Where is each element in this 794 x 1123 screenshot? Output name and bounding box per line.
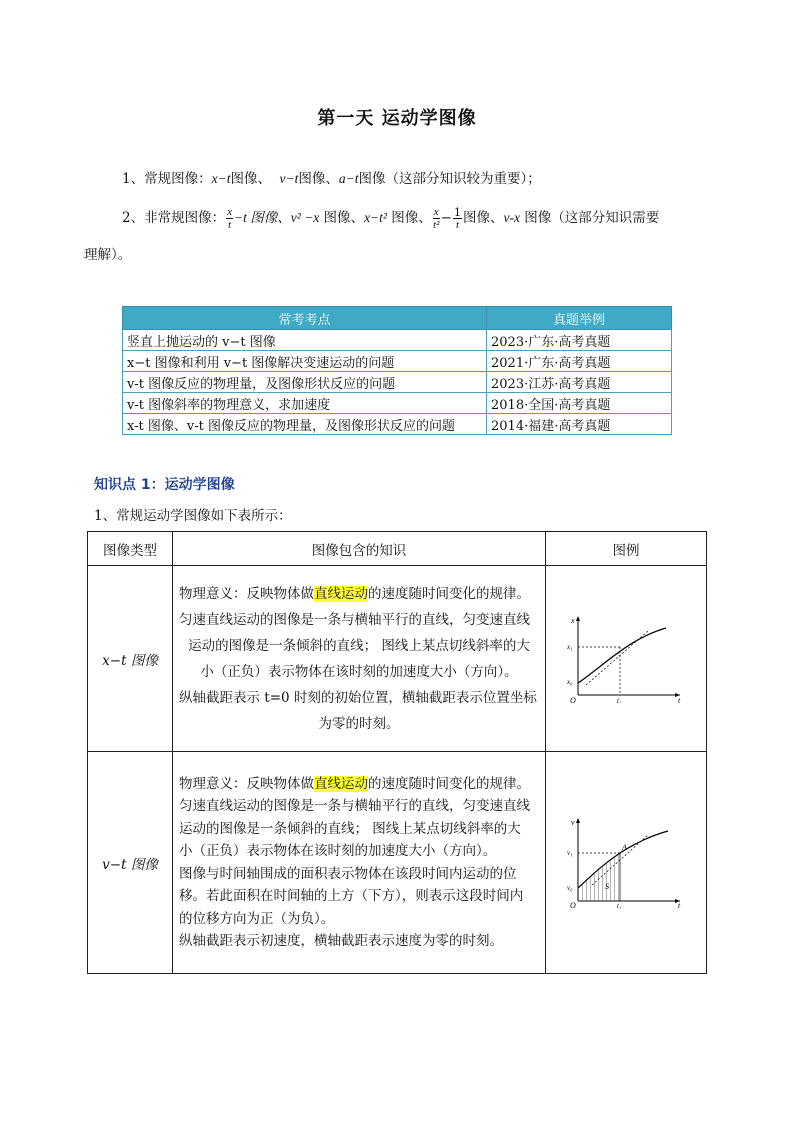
label-t1: t₁ — [617, 696, 622, 703]
table-row — [123, 414, 672, 435]
text-line: 运动的图像是一条倾斜的直线； 图线上某点切线斜率的大 — [188, 637, 530, 654]
xt-graph-figure — [562, 611, 690, 703]
intro-text: 图像、 — [230, 171, 271, 187]
intro-line-3: 理解）。 — [84, 247, 132, 263]
table-row — [123, 372, 672, 393]
type-cell-vt — [88, 752, 173, 974]
knowledge-cell-vt — [173, 752, 546, 974]
y-axis-arrow — [576, 818, 580, 823]
page-title: 第一天 运动学图像 — [317, 108, 477, 129]
math-v2x: v² −x — [290, 210, 320, 225]
exam-table-header — [123, 307, 672, 330]
frac-den: t — [228, 219, 232, 231]
example-cell: 2023·广东·高考真题 — [487, 330, 672, 351]
intro-text: 图像、 — [386, 210, 432, 226]
frac-den: t² — [433, 219, 440, 231]
exam-topics-table — [122, 306, 672, 435]
frac-num: x — [227, 206, 232, 218]
text-line: 运动的图像是一条倾斜的直线； 图线上某点切线斜率的大 — [179, 820, 521, 837]
intro-text: 图像（这部分知识需要 — [519, 210, 660, 226]
knowledge-cell-xt — [173, 566, 546, 752]
area-s — [578, 853, 620, 901]
table-row — [123, 330, 672, 351]
label-point-a: A — [622, 842, 627, 852]
intro-line-2-prefix: 2、非常规图像： — [122, 210, 226, 226]
table-row-xt — [88, 566, 707, 752]
frac-num: 1 — [453, 205, 461, 219]
example-cell: 2023·江苏·高考真题 — [487, 372, 672, 393]
label-y: x — [571, 615, 575, 625]
header-examples: 真题举例 — [487, 307, 672, 330]
intro-text: 图像、 — [462, 210, 504, 226]
highlighted-term: 直线运动 — [314, 775, 368, 792]
math-vt: v−t — [279, 171, 299, 186]
text-line: 图像与时间轴围成的面积表示物体在该段时间内运动的位 — [179, 865, 517, 882]
label-t1: t₁ — [617, 901, 622, 909]
example-cell: 2021·广东·高考真题 — [487, 351, 672, 372]
frac-den: t — [455, 218, 459, 231]
knowledge-point-title: 知识点 1：运动学图像 — [94, 477, 235, 493]
math-xt: x−t — [211, 171, 231, 186]
figure-cell-xt — [546, 566, 707, 752]
fraction-x-over-t — [226, 206, 233, 231]
knowledge-table-header — [88, 532, 707, 566]
label-y: v — [571, 817, 575, 827]
example-cell: 2014·福建·高考真题 — [487, 414, 672, 435]
label-origin: O — [570, 900, 576, 909]
type-cell-xt — [88, 566, 173, 752]
intro-line-1-prefix: 1、常规图像： — [122, 171, 212, 187]
table-row — [123, 351, 672, 372]
intro-line-2: 2、非常规图像： $\frac{x}{t}$ −t 图像、v² −x 图像、x−t² 图像、 $\frac{x}{\text{t²}}$ − $\frac{1}{t}$ 图像、v-x 图像（这部分知识需要 — [122, 205, 660, 231]
knowledge-table — [87, 531, 707, 974]
table-row-vt — [88, 752, 707, 974]
topic-cell: v-t 图像反应的物理量，及图像形状反应的问题 — [123, 372, 487, 393]
intro-line-1 — [122, 168, 541, 190]
text-line: 匀速直线运动的图像是一条与横轴平行的直线，匀变速直线 — [179, 611, 530, 628]
knowledge-intro: 1、常规运动学图像如下表所示： — [94, 508, 292, 524]
text-line: 的位移方向为正（为负）。 — [179, 910, 335, 927]
label-y0: v₀ — [567, 883, 573, 892]
figure-cell-vt — [546, 752, 707, 974]
text-part: 物理意义：反映物体做 — [179, 775, 314, 792]
topic-cell: v-t 图像斜率的物理意义，求加速度 — [123, 393, 487, 414]
intro-text: −t 图像、 — [233, 210, 291, 225]
math-at: a−t — [338, 171, 359, 186]
topic-cell: x-t 图像、v-t 图像反应的物理量，及图像形状反应的问题 — [123, 414, 487, 435]
text-line: 小（正负）表示物体在该时刻的加速度大小（方向）。 — [179, 843, 497, 859]
label-y0: x₀ — [567, 677, 573, 686]
y-axis-arrow — [576, 616, 580, 621]
intro-text: 图像、 — [298, 171, 339, 187]
text-part: 物理意义：反映物体做 — [179, 585, 314, 602]
table-row — [123, 393, 672, 414]
highlighted-term: 直线运动 — [314, 585, 368, 602]
fraction-x-over-t2 — [433, 206, 440, 231]
label-y1: x₁ — [567, 642, 573, 651]
vt-graph-figure — [562, 813, 690, 909]
header-topics: 常考考点 — [123, 307, 487, 330]
intro-text: 图像、 — [319, 210, 365, 226]
text-line — [179, 773, 539, 796]
label-x: t — [678, 695, 681, 703]
text-part: 的速度随时间变化的规律。 — [368, 585, 530, 602]
tangent-line — [586, 631, 648, 685]
label-origin: O — [570, 695, 576, 703]
header-figure: 图例 — [546, 532, 707, 566]
type-label: x−t 图像 — [102, 652, 158, 669]
text-line: 为零的时刻。 — [318, 715, 400, 732]
text-part: 的速度随时间变化的规律。 — [368, 775, 530, 792]
header-knowledge: 图像包含的知识 — [173, 532, 546, 566]
header-type: 图像类型 — [88, 532, 173, 566]
text-line: 小（正负）表示物体在该时刻的加速度大小（方向）。 — [200, 663, 518, 680]
label-area-s: S — [605, 881, 609, 891]
text-line: 移。若此面积在时间轴的上方（下方），则表示这段时间内 — [179, 888, 524, 904]
example-cell: 2018·全国·高考真题 — [487, 393, 672, 414]
text-line: 纵轴截距表示 t=0 时刻的初始位置，横轴截距表示位置坐标 — [179, 689, 537, 706]
text-line: 匀速直线运动的图像是一条与横轴平行的直线，匀变速直线 — [179, 798, 530, 814]
type-label: v−t 图像 — [102, 856, 158, 873]
frac-num: x — [433, 206, 439, 218]
math-xt2: x−t² — [364, 210, 387, 225]
text-line: 纵轴截距表示初速度，横轴截距表示速度为零的时刻。 — [179, 933, 503, 949]
label-y1: v₁ — [567, 848, 573, 857]
text-line — [179, 581, 539, 607]
intro-text: 图像（这部分知识较为重要）； — [358, 171, 541, 187]
curve — [578, 628, 666, 683]
topic-cell: 竖直上抛运动的 v−t 图像 — [123, 330, 487, 351]
label-x: t — [678, 900, 681, 909]
topic-cell: x−t 图像和利用 v−t 图像解决变速运动的问题 — [123, 351, 487, 372]
fraction-1-over-t — [453, 207, 462, 231]
math-vx: v-x — [503, 210, 520, 225]
